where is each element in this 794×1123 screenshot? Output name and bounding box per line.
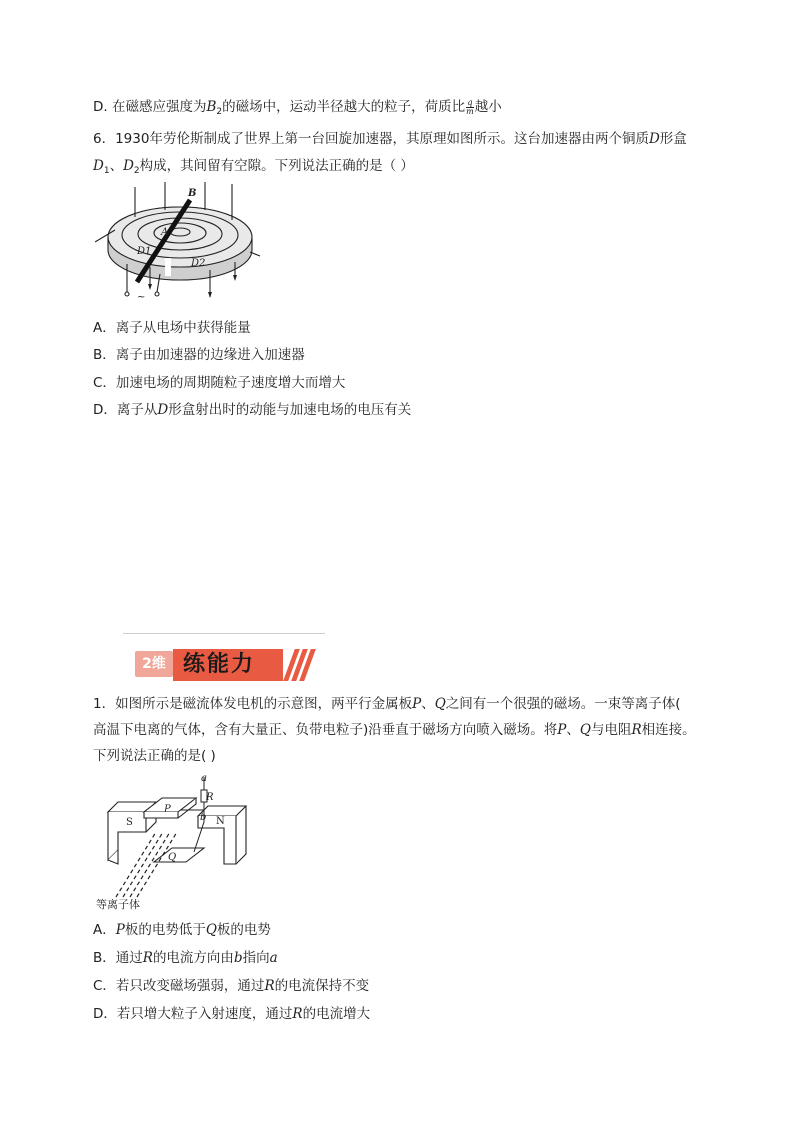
fig-label-ac: ~ (137, 292, 146, 303)
q1-option-a: A．P板的电势低于Q板的电势 (93, 922, 271, 938)
fig-label-b: B (188, 188, 197, 199)
fig-label-plasma: 等离子体 (96, 898, 140, 911)
q1-stem-line3: 下列说法正确的是( ) (93, 748, 216, 764)
q6-stem-line2: $D_1$、$D_2$构成，其间留有空隙。下列说法正确的是（ ） (93, 158, 414, 176)
q6-option-a: A．离子从电场中获得能量 (93, 320, 251, 336)
fig-label-s: S (126, 817, 133, 828)
fig-label-p: P (164, 804, 171, 815)
fig-label-a: A (161, 227, 169, 238)
q6-option-d: D．离子从D形盒射出时的动能与加速电场的电压有关 (93, 402, 412, 418)
q1-option-c: C．若只改变磁场强弱，通过R的电流保持不变 (93, 978, 370, 994)
fig-label-b: b (200, 812, 207, 823)
fig-label-d1: D1 (137, 246, 152, 257)
q1-stem-line2: 高温下电离的气体，含有大量正、负带电粒子)沿垂直于磁场方向喷入磁场。将P、Q与电阻R相连接。 (93, 722, 696, 738)
section-title: 练能力 (183, 652, 256, 677)
q5-option-d: D. 在磁感应强度为$B_2$的磁场中，运动半径越大的粒子，荷质比 $\frac{q}{m}$ 越小 (93, 97, 502, 117)
q1-option-b: B．通过R的电流方向由b指向a (93, 950, 278, 966)
q-over-m-fraction: $\frac{q}{m}$ (466, 97, 474, 116)
fig-label-d2: D2 (191, 258, 206, 269)
q6-stem-line1: 6．1930年劳伦斯制成了世界上第一台回旋加速器，其原理如图所示。这台加速器由两个铜质D形盒 (93, 131, 687, 147)
section-banner (123, 645, 323, 685)
fig-label-a: a (201, 773, 207, 784)
fig-label-r: R (206, 792, 214, 803)
q6-option-b: B．离子由加速器的边缘进入加速器 (93, 347, 305, 363)
fig-label-n: N (216, 816, 225, 827)
fig-label-q: Q (168, 852, 177, 863)
q1-stem-line1: 1．如图所示是磁流体发电机的示意图，两平行金属板P、Q之间有一个很强的磁场。一束等离子体( (93, 696, 681, 712)
cyclotron-figure (95, 182, 265, 304)
section-badge: 2维 (135, 651, 173, 677)
section-divider (123, 633, 325, 634)
q1-option-d: D．若只增大粒子入射速度，通过R的电流增大 (93, 1006, 371, 1022)
mhd-generator-figure (96, 772, 256, 912)
q6-option-c: C．加速电场的周期随粒子速度增大而增大 (93, 375, 346, 391)
